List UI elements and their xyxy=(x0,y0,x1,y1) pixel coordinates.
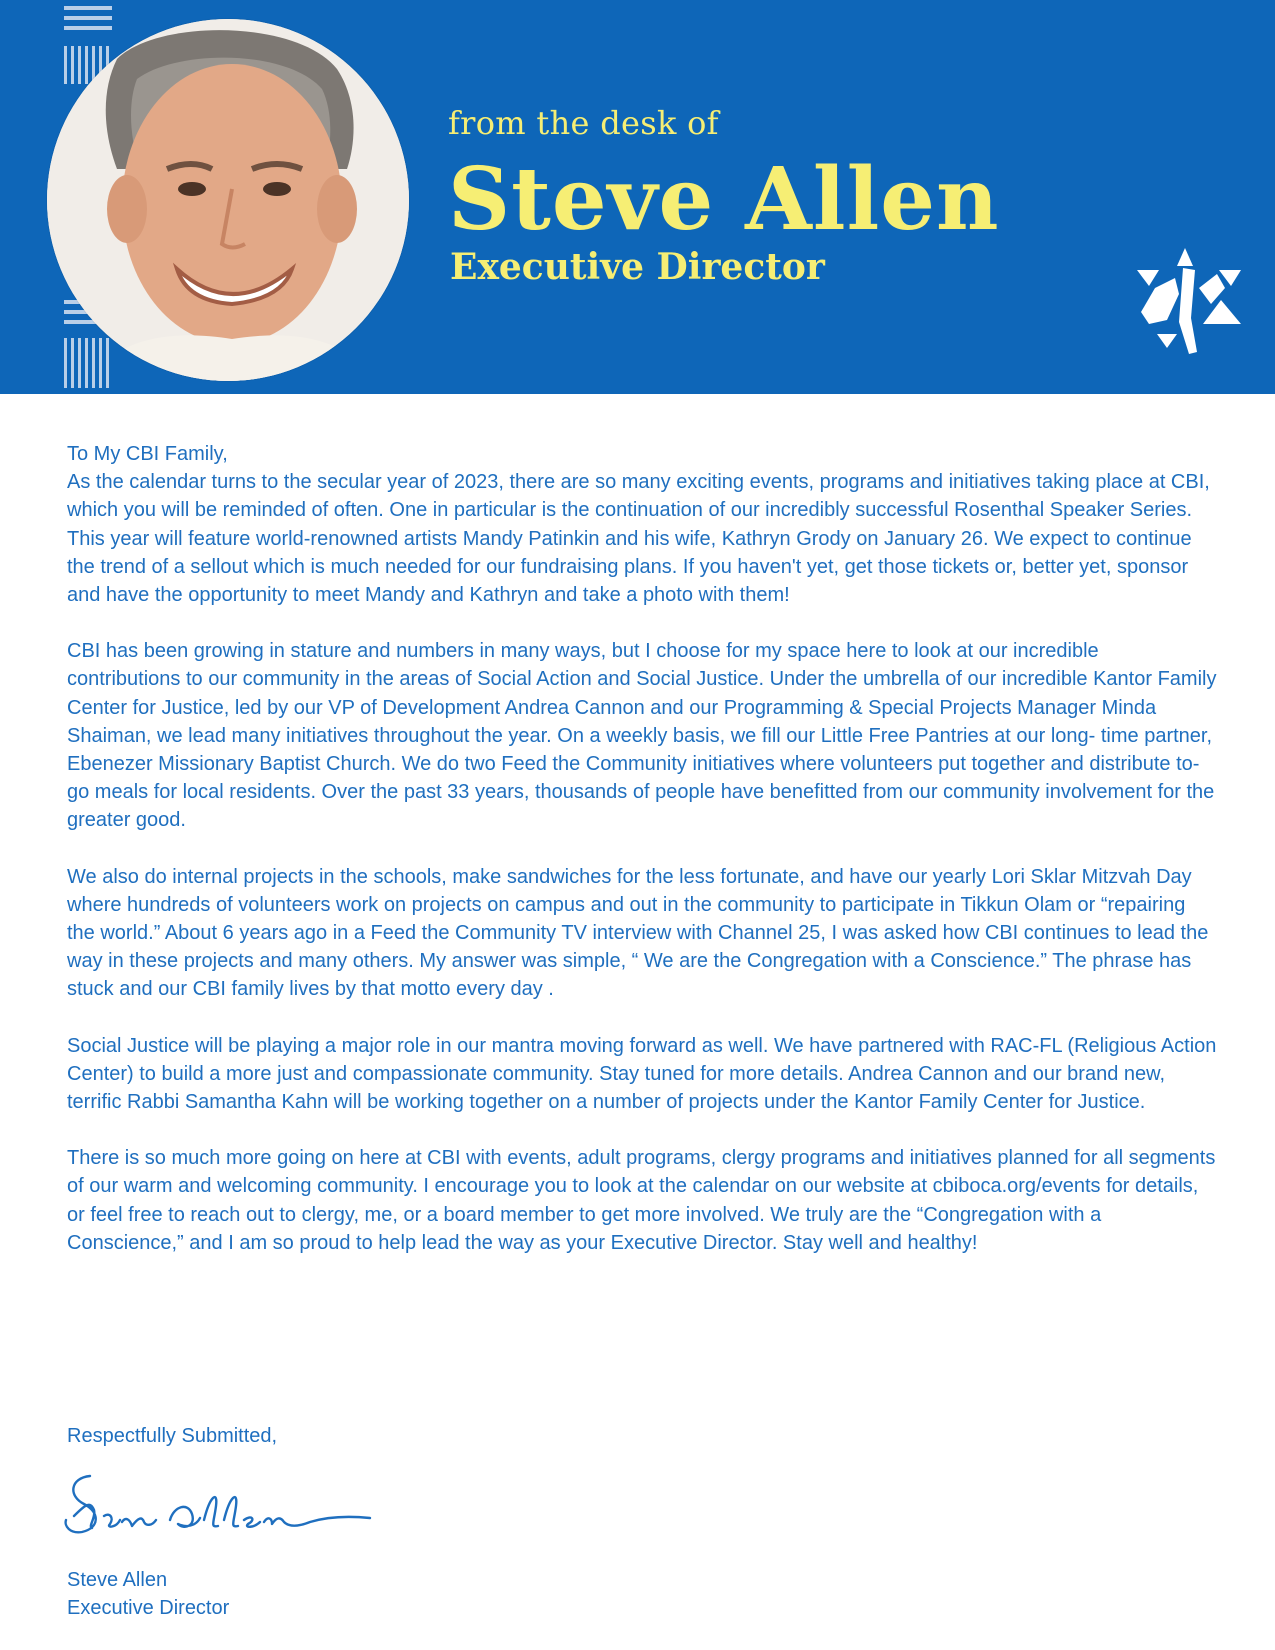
signer-title: Executive Director xyxy=(67,1597,230,1619)
letter-paragraph: There is so much more going on here at CBI with events, adult programs, clergy programs and initiatives planned for all segments of our warm and welcoming community. I encourage you to look at the calendar on our website at cbiboca.org/events for details, or feel free to reach out to clergy, me, or a board member to get more involved. We truly are the “Congregation with a Conscience,” and I am so proud to help lead the way as your Executive Director. Stay well and healthy! xyxy=(67,1147,1216,1254)
letter-paragraph: Social Justice will be playing a major role in our mantra moving forward as well. We have partnered with RAC-FL (Religious Action Center) to build a more just and compassionate community. Stay tuned for more details. Andrea Cannon and our brand new, terrific Rabbi Samantha Kahn will be working together on a number of projects under the Kantor Family Center for Justice. xyxy=(67,1034,1217,1114)
author-title-heading: Executive Director xyxy=(450,246,825,288)
closing-line: Respectfully Submitted, xyxy=(67,1425,278,1447)
signer-block xyxy=(67,1566,229,1622)
cbi-star-logo-icon xyxy=(1137,248,1247,374)
signer-name: Steve Allen xyxy=(67,1569,168,1591)
salutation: To My CBI Family, xyxy=(67,443,228,465)
portrait-photo xyxy=(47,19,409,381)
letter-paragraph: We also do internal projects in the schools, make sandwiches for the less fortunate, and have our yearly Lori Sklar Mitzvah Day where hundreds of volunteers work on projects on campus and out in the community to participate in Tikkun Olam or “repairing the world.” About 6 years ago in a Feed the Community TV interview with Channel 25, I was asked how CBI continues to lead the way in these projects and many others. My answer was simple, “ We are the Congregation with a Conscience.” The phrase has stuck and our CBI family lives by that motto every day . xyxy=(67,865,1209,1001)
letter-paragraph: As the calendar turns to the secular year of 2023, there are so many exciting events, programs and initiatives taking place at CBI, which you will be reminded of often. One in particular is the continuation of our incredibly successful Rosenthal Speaker Series. This year will feature world-renowned artists Mandy Patinkin and his wife, Kathryn Grody on January 26. We expect to continue the trend of a sellout which is much needed for our fundraising plans. If you haven't yet, get those tickets or, better yet, sponsor and have the opportunity to meet Mandy and Kathryn and take a photo with them! xyxy=(67,471,1210,607)
author-name-heading: Steve Allen xyxy=(448,149,1000,250)
header-banner xyxy=(0,0,1275,394)
letter-body xyxy=(67,440,1217,1285)
from-the-desk-of-label: from the desk of xyxy=(448,104,719,142)
letter-paragraph: CBI has been growing in stature and numbers in many ways, but I choose for my space here to look at our incredible contributions to our community in the areas of Social Action and Social Justice. Under the umbrella of our incredible Kantor Family Center for Justice, led by our VP of Development Andrea Cannon and our Programming & Special Projects Manager Minda Shaiman, we lead many initiatives throughout the year. On a weekly basis, we fill our Little Free Pantries at our long- time partner, Ebenezer Missionary Baptist Church. We do two Feed the Community initiatives where volunteers put together and distribute to-go meals for local residents. Over the past 33 years, thousands of people have benefitted from our community involvement for the greater good. xyxy=(67,640,1217,832)
handwritten-signature xyxy=(60,1466,380,1546)
